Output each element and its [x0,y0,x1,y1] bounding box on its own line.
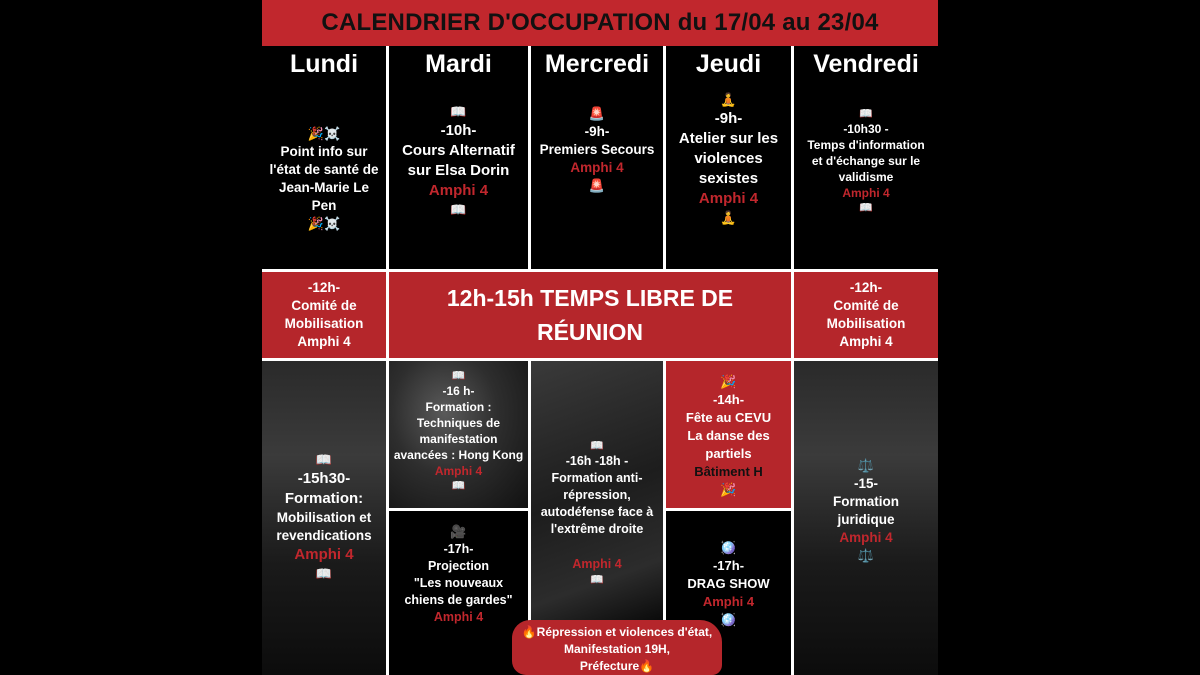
event-room: Amphi 4 [297,334,351,349]
event-line: manifestation [419,432,498,446]
event-title: Formation: [284,490,364,507]
scales-icon: ⚖️ [857,458,875,473]
book-icon: 📖 [590,440,604,452]
book-icon: 📖 [451,370,466,382]
book-icon: 📖 [451,480,466,492]
event-line: partiels [705,446,752,461]
event-time: -16 h- [442,384,475,398]
day-name-vendredi: Vendredi [813,50,919,78]
event-line: violences [694,150,763,167]
event-line: Techniques de [416,416,501,430]
event-time: -10h30 - [843,122,889,136]
disco-ball-icon: 🪩 [720,540,737,555]
party-popper-icon: 🎉 [720,374,737,389]
event-time: -15- [853,476,878,491]
event-room: Amphi 4 [839,530,893,545]
event-room: Amphi 4 [434,464,483,478]
event-time: -9h- [714,110,743,127]
party-popper-icon: 🎉 [720,482,737,497]
event-line: Atelier sur les [678,130,779,147]
book-icon: 📖 [315,452,333,467]
event-mardi-afternoon-2 [389,511,528,675]
event-line: validisme [838,170,894,184]
event-line: Mobilisation [826,316,906,331]
free-time-line: RÉUNION [536,319,644,345]
disco-ball-icon: 🪩 [720,612,737,627]
event-line: sur Elsa Dorin [407,162,510,179]
event-line: juridique [837,512,895,527]
day-column-vendredi [794,46,938,269]
event-line: et d'échange sur le [811,154,921,168]
event-room: Amphi 4 [433,610,484,624]
event-time: -17h- [443,542,474,556]
event-room: Amphi 4 [294,546,354,563]
party-skull-icon: 🎉☠️ [307,216,341,231]
event-time: -14h- [712,392,745,407]
event-line: Cours Alternatif [402,142,515,159]
poster-title: CALENDRIER D'OCCUPATION du 17/04 au 23/04 [321,9,879,36]
event-line: chiens de gardes" [404,593,513,607]
event-line: l'extrême droite [550,522,644,536]
book-icon: 📖 [450,104,467,119]
scales-icon: ⚖️ [857,548,875,563]
meditation-icon: 🧘 [720,210,737,225]
event-line: autodéfense face à [540,505,654,519]
party-skull-icon: 🎉☠️ [307,126,341,141]
event-jeudi-afternoon-1 [666,361,791,508]
committee-right [794,272,938,358]
event-time: -16h -18h - [565,454,629,468]
event-line: Jean-Marie Le [278,180,370,195]
event-lundi-afternoon [262,361,386,675]
event-vendredi-afternoon [794,361,938,675]
meditation-icon: 🧘 [720,92,737,107]
title-bar [262,0,938,46]
event-line: Point info sur [280,144,368,159]
free-time-line: 12h-15h TEMPS LIBRE DE [446,285,734,311]
event-line: "Les nouveaux [413,576,504,590]
event-line: Mobilisation [284,316,364,331]
event-line: Pen [311,198,337,213]
banner-line: Manifestation 19H, [563,642,671,656]
event-line: avancées : Hong Kong [393,448,524,462]
day-name-mardi: Mardi [425,50,492,78]
book-icon: 📖 [859,108,873,120]
event-line: sexistes [698,170,759,187]
day-column-jeudi [666,46,791,269]
event-line: répression, [563,488,631,502]
book-icon: 📖 [315,566,333,581]
event-room: Amphi 4 [572,557,622,571]
event-room: Amphi 4 [698,190,759,207]
day-column-lundi [262,46,386,269]
event-line: La danse des [687,428,770,443]
day-column-mardi [389,46,528,269]
event-line: Fête au CEVU [685,410,772,425]
event-time: -10h- [440,122,477,139]
event-line: revendications [276,528,372,543]
demonstration-banner [512,620,722,675]
book-icon: 📖 [590,574,604,586]
movie-camera-icon: 🎥 [450,524,467,539]
event-time: -17h- [712,558,745,573]
event-time: -12h- [849,280,883,295]
event-time: -15h30- [297,470,351,487]
event-line: Mobilisation et [276,510,372,525]
event-line: Formation [833,494,899,509]
committee-left [262,272,386,358]
event-room: Amphi 4 [842,186,890,200]
event-room: Amphi 4 [570,160,624,175]
event-mardi-afternoon-1 [389,361,528,508]
event-title: Premiers Secours [539,142,655,157]
calendar-poster [262,0,938,675]
event-room: Bâtiment H [694,464,763,479]
day-name-jeudi: Jeudi [695,50,762,78]
day-name-lundi: Lundi [289,50,359,78]
event-time: -9h- [584,124,610,139]
event-title: DRAG SHOW [687,576,770,591]
free-time-block [389,272,791,358]
book-icon: 📖 [450,202,467,217]
event-line: Comité de [833,298,899,313]
event-room: Amphi 4 [428,182,489,199]
event-line: Formation : [425,400,492,414]
day-column-mercredi [531,46,663,269]
event-line: l'état de santé de [269,162,379,177]
event-room: Amphi 4 [839,334,893,349]
event-line: Projection [427,559,490,573]
event-line: Formation anti- [551,471,643,485]
event-line: Comité de [291,298,357,313]
event-line: Temps d'information [807,138,925,152]
book-icon: 📖 [859,202,873,214]
day-name-mercredi: Mercredi [544,50,650,78]
event-mercredi-afternoon [531,361,663,621]
banner-line: Préfecture🔥 [579,659,655,673]
banner-line: 🔥Répression et violences d'état, [521,625,713,639]
siren-icon: 🚨 [588,178,606,193]
event-time: -12h- [307,280,341,295]
event-room: Amphi 4 [702,594,755,609]
siren-icon: 🚨 [588,106,606,121]
